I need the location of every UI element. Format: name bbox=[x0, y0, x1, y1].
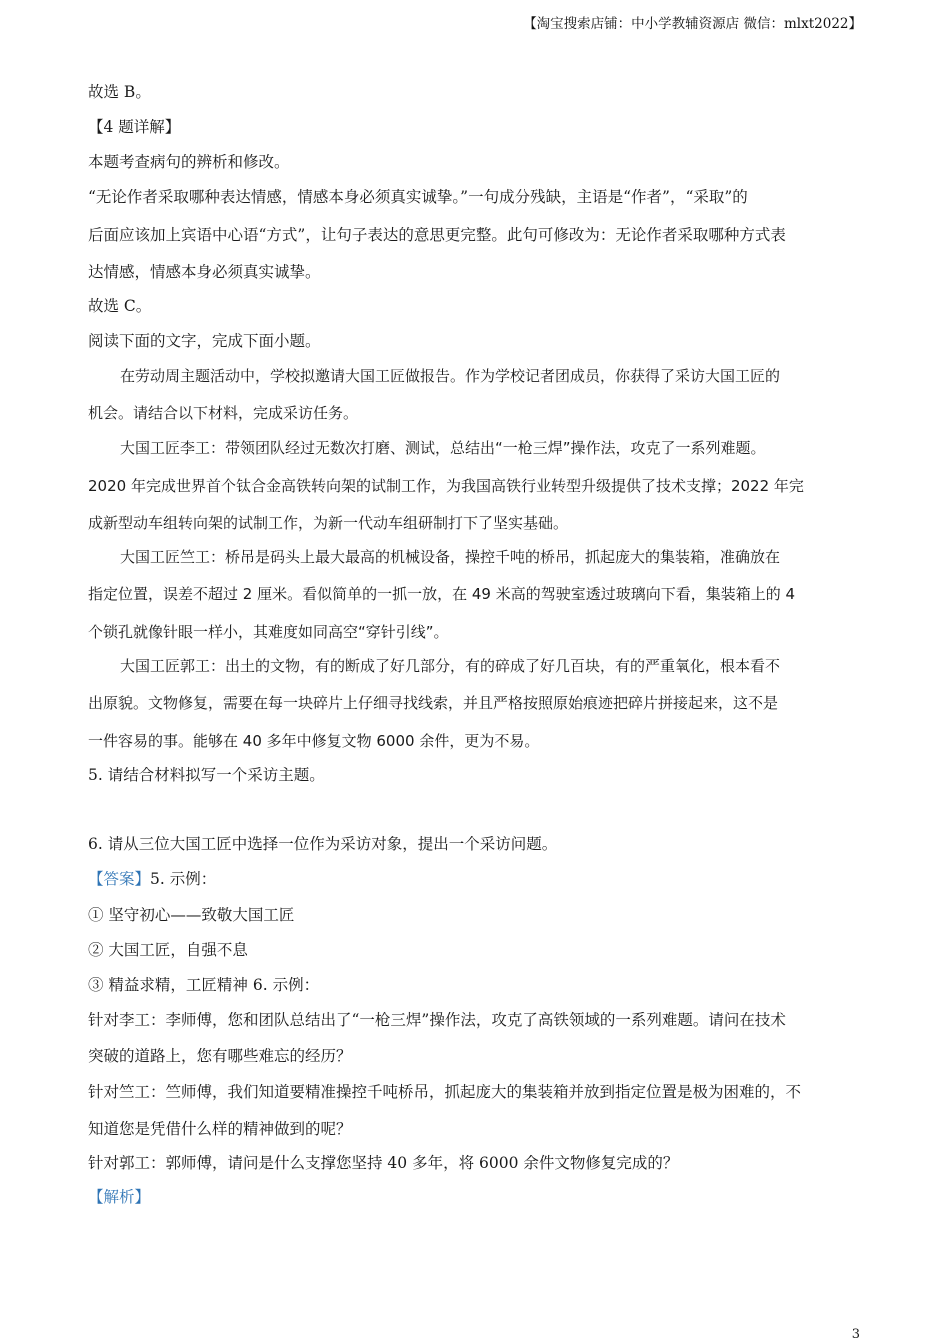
answer-tag: 【答案】 bbox=[88, 870, 151, 888]
section-heading: 【4 题详解】 bbox=[88, 118, 181, 136]
reading-material-line: 大国工匠李工：带领团队经过无数次打磨、测试，总结出“一枪三焊”操作法，攻克了一系列难题。 bbox=[120, 439, 766, 457]
answer-option: ② 大国工匠，自强不息 bbox=[88, 941, 248, 959]
text-line: “无论作者采取哪种表达情感，情感本身必须真实诚挚。”一句成分残缺，主语是“作者”，“采取”的 bbox=[88, 188, 748, 206]
reading-material-line: 2020 年完成世界首个钛合金高铁转向架的试制工作，为我国高铁行业转型升级提供了技术支撑；2022 年完 bbox=[88, 477, 804, 495]
answer-text: 突破的道路上，您有哪些难忘的经历？ bbox=[88, 1047, 352, 1065]
reading-material-line: 机会。请结合以下材料，完成采访任务。 bbox=[88, 404, 359, 422]
reading-material-line: 成新型动车组转向架的试制工作，为新一代动车组研制打下了坚实基础。 bbox=[88, 514, 569, 532]
answer-option: ① 坚守初心——致敬大国工匠 bbox=[88, 906, 295, 924]
answer-text: 5. 示例： bbox=[150, 870, 217, 888]
page-header: 【淘宝搜索店铺：中小学教辅资源店 微信：mlxt2022】 bbox=[523, 16, 862, 32]
question-6: 6. 请从三位大国工匠中选择一位作为采访对象，提出一个采访问题。 bbox=[88, 835, 558, 853]
answer-option: ③ 精益求精，工匠精神 6. 示例： bbox=[88, 976, 320, 994]
reading-material-line: 大国工匠郭工：出土的文物，有的断成了好几部分，有的碎成了好几百块，有的严重氧化，根本看不 bbox=[120, 657, 781, 675]
text-line: 故选 B。 bbox=[88, 83, 151, 101]
page-number: 3 bbox=[851, 1327, 860, 1342]
analysis-tag: 【解析】 bbox=[88, 1188, 151, 1206]
answer-line bbox=[88, 869, 216, 889]
reading-material-line: 指定位置，误差不超过 2 厘米。看似简单的一抓一放，在 49 米高的驾驶室透过玻璃向下看，集装箱上的 4 bbox=[88, 585, 796, 603]
text-line: 阅读下面的文字，完成下面小题。 bbox=[88, 332, 321, 350]
text-line: 后面应该加上宾语中心语“方式”，让句子表达的意思更完整。此句可修改为：无论作者采取哪种方式表 bbox=[88, 226, 786, 244]
answer-text: 知道您是凭借什么样的精神做到的呢？ bbox=[88, 1120, 352, 1138]
text-line: 达情感，情感本身必须真实诚挚。 bbox=[88, 263, 321, 281]
answer-text: 针对郭工：郭师傅，请问是什么支撑您坚持 40 多年，将 6000 余件文物修复完成的？ bbox=[88, 1154, 679, 1172]
reading-material-line: 一件容易的事。能够在 40 多年中修复文物 6000 余件，更为不易。 bbox=[88, 732, 540, 750]
text-line: 故选 C。 bbox=[88, 297, 152, 315]
answer-text: 针对竺工：竺师傅，我们知道要精准操控千吨桥吊，抓起庞大的集装箱并放到指定位置是极为困难的，不 bbox=[88, 1083, 802, 1101]
reading-material-line: 个锁孔就像针眼一样小，其难度如同高空“穿针引线”。 bbox=[88, 623, 449, 641]
reading-material-line: 在劳动周主题活动中，学校拟邀请大国工匠做报告。作为学校记者团成员，你获得了采访大国工匠的 bbox=[120, 367, 781, 385]
reading-material-line: 大国工匠竺工：桥吊是码头上最大最高的机械设备，操控千吨的桥吊，抓起庞大的集装箱，准确放在 bbox=[120, 548, 781, 566]
answer-text: 针对李工：李师傅，您和团队总结出了“一枪三焊”操作法，攻克了高铁领域的一系列难题。请问在技术 bbox=[88, 1011, 786, 1029]
reading-material-line: 出原貌。文物修复，需要在每一块碎片上仔细寻找线索，并且严格按照原始痕迹把碎片拼接起来，这不是 bbox=[88, 694, 779, 712]
text-line: 本题考查病句的辨析和修改。 bbox=[88, 153, 290, 171]
question-5: 5. 请结合材料拟写一个采访主题。 bbox=[88, 766, 325, 784]
